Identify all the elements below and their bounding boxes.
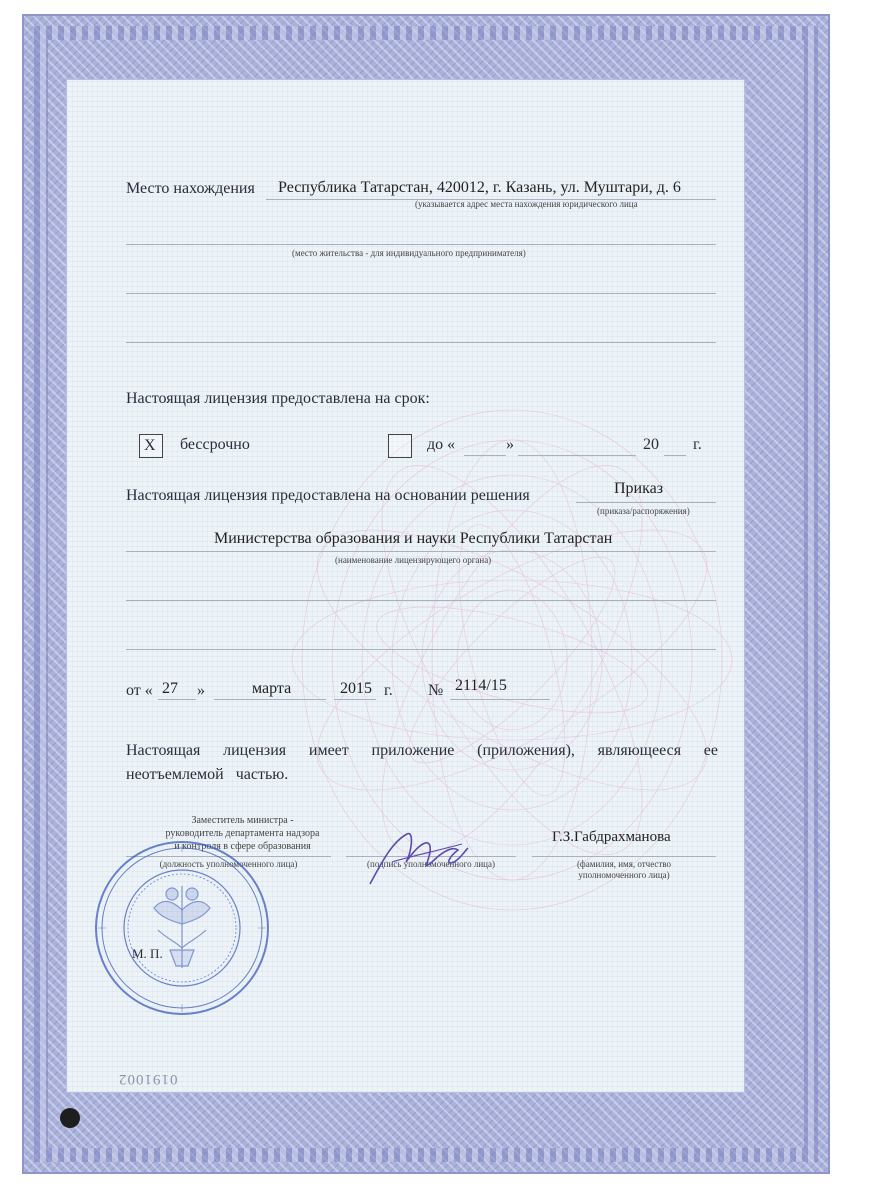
authority-name: Министерства образования и науки Республики Татарстан bbox=[214, 530, 613, 547]
location-value: Республика Татарстан, 420012, г. Казань, ул. Муштари, д. 6 bbox=[278, 179, 681, 196]
signatory-position-line-1: Заместитель министра - bbox=[191, 815, 294, 826]
date-year-suffix: г. bbox=[384, 682, 393, 699]
signatory-name: Г.З.Габдрахманова bbox=[552, 829, 671, 845]
signatory-position-line-3: и контроля в сфере образования bbox=[174, 841, 311, 852]
date-day-line bbox=[158, 699, 196, 700]
until-day-line bbox=[464, 455, 506, 456]
location-caption-person: (место жительства - для индивидуального предпринимателя) bbox=[292, 248, 526, 258]
official-seal bbox=[92, 838, 272, 1018]
date-year: 2015 bbox=[340, 680, 372, 697]
name-caption-line-2: уполномоченного лица) bbox=[578, 870, 670, 880]
until-year-prefix: 20 bbox=[643, 436, 659, 453]
appendix-line-1: Настоящая лицензия имеет приложение (приложения), являющееся ее bbox=[126, 742, 718, 759]
blank-line-3 bbox=[126, 342, 716, 343]
until-quote-close: » bbox=[506, 436, 514, 453]
date-month: марта bbox=[252, 680, 292, 697]
unlimited-checkbox-mark: X bbox=[144, 437, 156, 454]
position-caption: (должность уполномоченного лица) bbox=[159, 859, 298, 869]
authority-caption: (наименование лицензирующего органа) bbox=[335, 555, 492, 565]
name-caption-line-1: (фамилия, имя, отчество bbox=[576, 859, 672, 869]
unlimited-label: бессрочно bbox=[180, 436, 250, 453]
license-number: 2114/15 bbox=[455, 677, 507, 694]
location-caption-entity: (указывается адрес места нахождения юридического лица bbox=[415, 199, 638, 209]
date-month-line bbox=[214, 699, 326, 700]
until-label: до « bbox=[427, 436, 456, 453]
name-line bbox=[532, 856, 716, 857]
blank-line-1 bbox=[126, 244, 716, 245]
signature-scribble bbox=[362, 822, 472, 892]
punch-hole bbox=[60, 1108, 80, 1128]
serial-number: 0191002 bbox=[118, 1071, 178, 1087]
until-date-checkbox[interactable] bbox=[388, 434, 412, 458]
date-day: 27 bbox=[162, 680, 178, 697]
location-label: Место нахождения bbox=[126, 180, 255, 197]
blank-line-4 bbox=[126, 600, 716, 601]
appendix-line-2: неотъемлемой частью. bbox=[126, 766, 289, 783]
seal-label: М. П. bbox=[132, 946, 163, 961]
blank-line-5 bbox=[126, 649, 716, 650]
basis-heading: Настоящая лицензия предоставлена на основании решения bbox=[126, 487, 530, 504]
authority-line bbox=[126, 551, 716, 552]
blank-line-2 bbox=[126, 293, 716, 294]
decision-type: Приказ bbox=[614, 480, 664, 497]
decision-type-caption: (приказа/распоряжения) bbox=[597, 506, 690, 516]
date-year-line bbox=[334, 699, 376, 700]
date-from-label: от « bbox=[126, 682, 153, 699]
license-number-line bbox=[450, 699, 550, 700]
signature-caption: (подпись уполномоченного лица) bbox=[367, 859, 495, 869]
signatory-position-line-2: руководитель департамента надзора bbox=[165, 828, 320, 839]
decision-type-line bbox=[576, 502, 716, 503]
term-heading: Настоящая лицензия предоставлена на срок: bbox=[126, 390, 430, 407]
until-year-suffix: г. bbox=[693, 436, 702, 453]
unlimited-checkbox[interactable] bbox=[139, 434, 163, 458]
until-month-line bbox=[518, 455, 636, 456]
date-quote-close: » bbox=[197, 682, 205, 699]
until-year-line bbox=[664, 455, 686, 456]
number-label: № bbox=[428, 682, 444, 699]
